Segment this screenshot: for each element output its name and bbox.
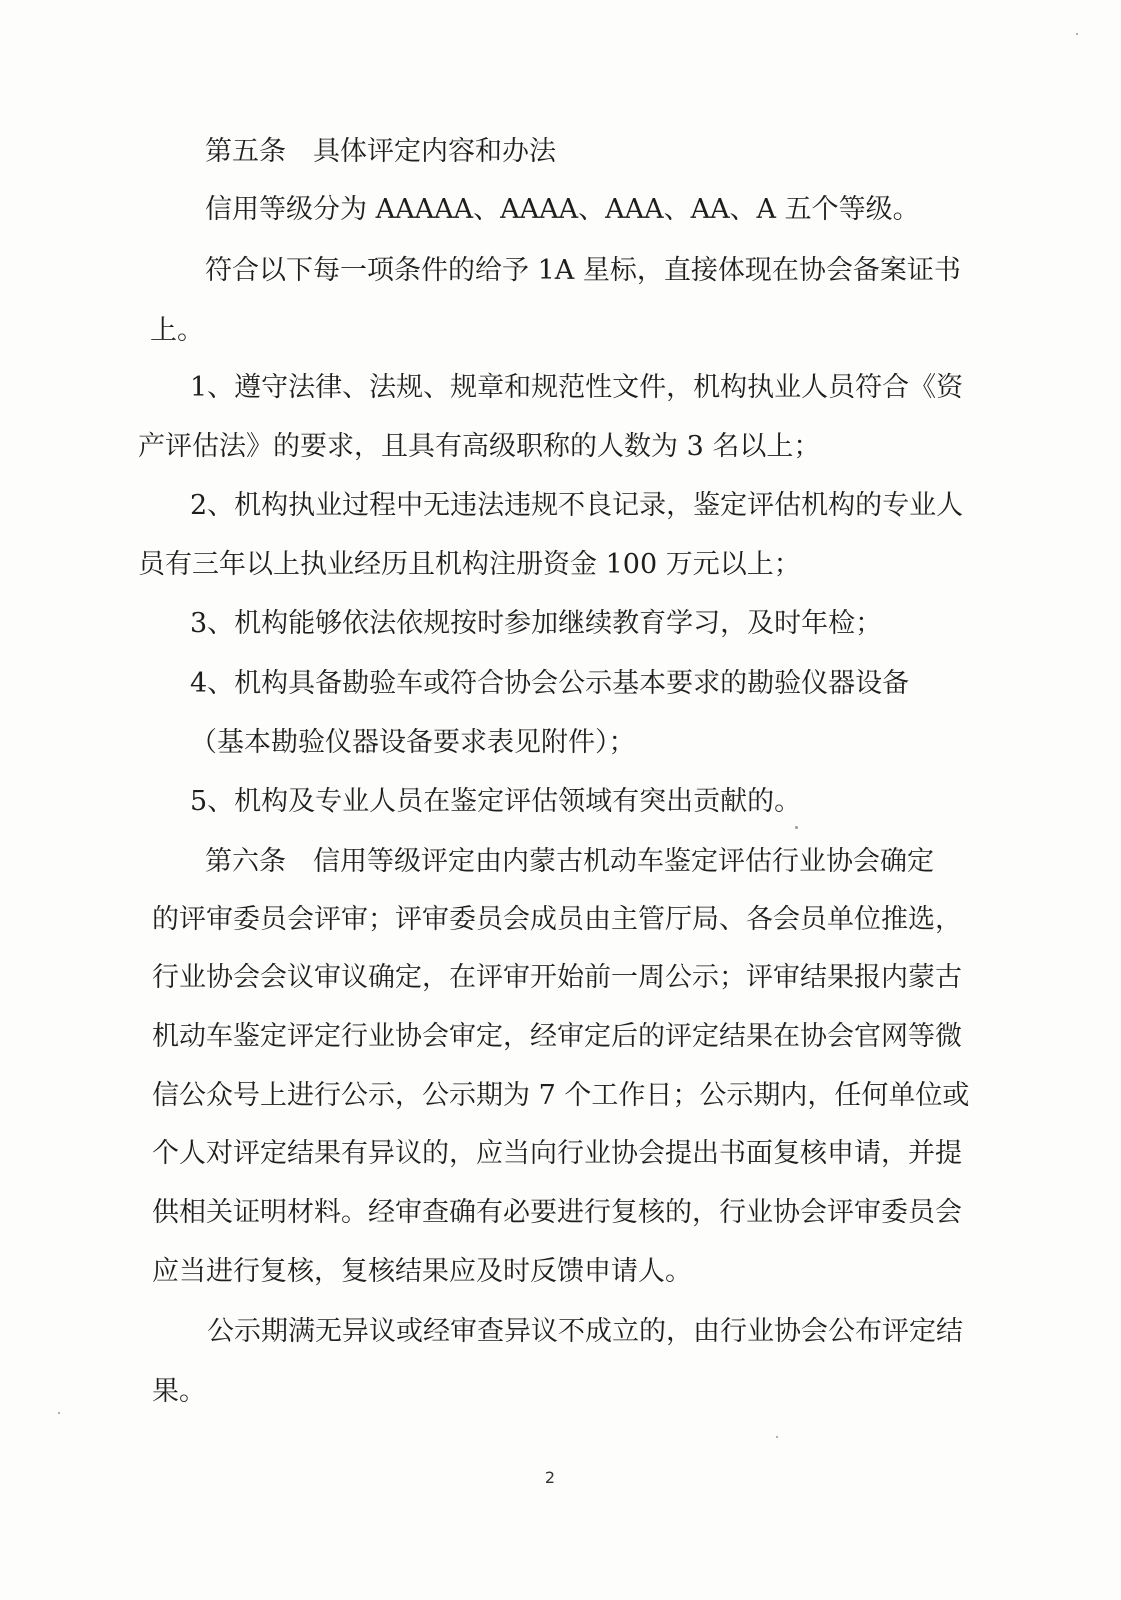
article-6-line-8: 应当进行复核，复核结果应及时反馈申请人。 <box>152 1256 692 1287</box>
article-6-line-1: 第六条 信用等级评定由内蒙古机动车鉴定评估行业协会确定 <box>205 846 934 877</box>
scan-speck <box>1076 33 1078 35</box>
scan-speck <box>795 826 798 829</box>
article-6-line-5: 信公众号上进行公示，公示期为 7 个工作日；公示期内，任何单位或 <box>152 1080 970 1111</box>
article-6-line-3: 行业协会会议审议确定，在评审开始前一周公示；评审结果报内蒙古 <box>152 962 962 993</box>
criterion-2-line-2: 员有三年以上执业经历且机构注册资金 100 万元以上； <box>138 549 801 580</box>
article-6-line-6: 个人对评定结果有异议的，应当向行业协会提出书面复核申请，并提 <box>152 1138 962 1169</box>
scan-speck <box>58 1412 60 1414</box>
criteria-intro-line-1: 符合以下每一项条件的给予 1A 星标，直接体现在协会备案证书 <box>205 255 961 286</box>
criterion-4-line-1: 4、机构具备勘验车或符合协会公示基本要求的勘验仪器设备 <box>190 668 910 699</box>
article-6-line-7: 供相关证明材料。经审查确有必要进行复核的，行业协会评审委员会 <box>152 1197 962 1228</box>
article-5-heading: 第五条 具体评定内容和办法 <box>205 136 556 167</box>
criterion-2-line-1: 2、机构执业过程中无违法违规不良记录，鉴定评估机构的专业人 <box>190 490 964 521</box>
criterion-1-line-1: 1、遵守法律、法规、规章和规范性文件，机构执业人员符合《资 <box>190 372 964 403</box>
credit-grades-line: 信用等级分为 AAAAA、AAAA、AAA、AA、A 五个等级。 <box>205 194 920 225</box>
article-6-line-4: 机动车鉴定评定行业协会审定，经审定后的评定结果在协会官网等微 <box>152 1021 962 1052</box>
criterion-5-line: 5、机构及专业人员在鉴定评估领域有突出贡献的。 <box>190 786 802 817</box>
publication-line-1: 公示期满无异议或经审查异议不成立的，由行业协会公布评定结 <box>207 1316 963 1347</box>
criterion-4-line-2: （基本勘验仪器设备要求表见附件）； <box>190 727 636 758</box>
criteria-intro-line-2: 上。 <box>150 315 204 346</box>
page-number: 2 <box>544 1468 556 1487</box>
article-6-line-2: 的评审委员会评审；评审委员会成员由主管厅局、各会员单位推选， <box>152 904 962 935</box>
criterion-1-line-2: 产评估法》的要求，且具有高级职称的人数为 3 名以上； <box>138 431 821 462</box>
publication-line-2: 果。 <box>152 1376 206 1407</box>
scan-speck <box>776 1436 778 1438</box>
criterion-3-line: 3、机构能够依法依规按时参加继续教育学习，及时年检； <box>190 608 883 639</box>
